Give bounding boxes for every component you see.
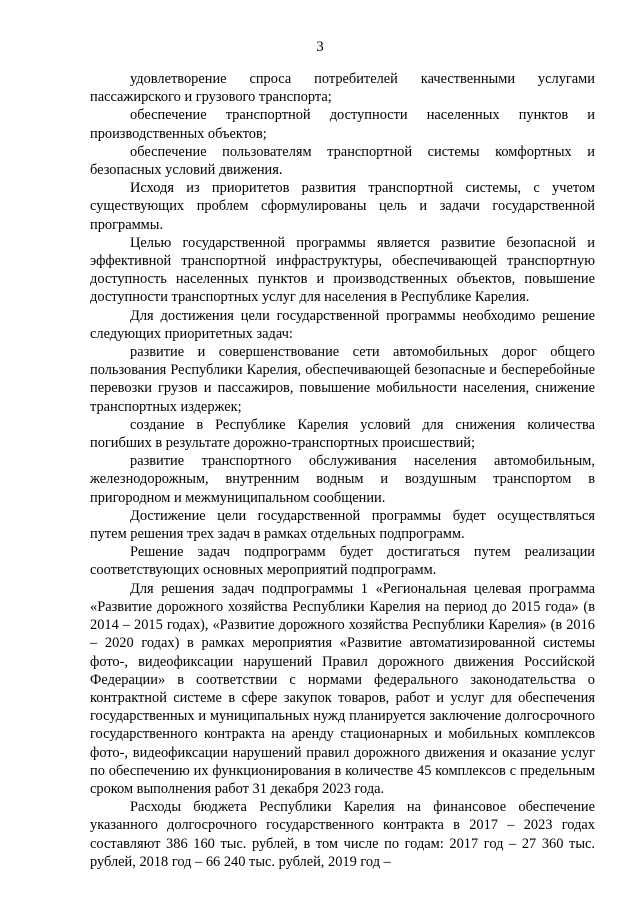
body-text <box>90 70 595 871</box>
paragraph: Исходя из приоритетов развития транспортной системы, с учетом существующих проблем сформулированы цель и задачи государственной программы. <box>90 180 595 233</box>
paragraph: Целью государственной программы является развитие безопасной и эффективной транспортной инфраструктуры, обеспечивающей транспортную доступность населенных пунктов и производственных объектов, повышение доступности транспортных услуг для населения в Республике Карелия. <box>90 234 595 306</box>
paragraph: развитие и совершенствование сети автомобильных дорог общего пользования Республики Карелия, обеспечивающей безопасные и бесперебойные перевозки грузов и пассажиров, повышение мобильности населения, снижение транспортных издержек; <box>90 344 595 415</box>
paragraph: Решение задач подпрограмм будет достигаться путем реализации соответствующих основных мероприятий подпрограмм. <box>90 544 595 579</box>
paragraph: Для достижения цели государственной программы необходимо решение следующих приоритетных задач: <box>90 307 595 342</box>
paragraph: обеспечение пользователям транспортной системы комфортных и безопасных условий движения. <box>90 143 595 179</box>
paragraph: обеспечение транспортной доступности населенных пунктов и производственных объектов; <box>90 107 595 142</box>
paragraph: Достижение цели государственной программы будет осуществляться путем решения трех задач в рамках отдельных подпрограмм. <box>90 507 595 543</box>
page-number: 3 <box>316 39 324 55</box>
paragraph: Расходы бюджета Республики Карелия на финансовое обеспечение указанного долгосрочного государственного контракта в 2017 – 2023 годах составляют 386 160 тыс. рублей, в том числе по годам: 2017 год – 27 360 тыс. рублей, 2018 год – 66 240 тыс. рублей, 2019 год – <box>90 799 595 870</box>
paragraph: Для решения задач подпрограммы 1 «Региональная целевая программа «Развитие дорожного хозяйства Республики Карелия на период до 2015 года» (в 2014 – 2015 годах), «Развитие дорожного хозяйства Республики Карелия» (в 2016 – 2020 годах) в рамках мероприятия «Развитие автоматизированной системы фото-, видеофиксации нарушений Правил дорожного движения Российской Федерации» в соответствии с нормами федерального законодательства о контрактной системе в сфере закупок товаров, работ и услуг для обеспечения государственных и муниципальных нужд планируется заключение долгосрочного государственного контракта на аренду стационарных и мобильных комплексов фото-, видеофиксации нарушений правил дорожного движения и оказание услуг по обеспечению их функционирования в количестве 45 комплексов с предельным сроком выполнения работ 31 декабря 2023 года. <box>90 580 595 797</box>
paragraph: удовлетворение спроса потребителей качественными услугами пассажирского и грузового транспорта; <box>90 71 595 106</box>
paragraph: создание в Республике Карелия условий для снижения количества погибших в результате дорожно-транспортных происшествий; <box>90 416 595 452</box>
paragraph: развитие транспортного обслуживания населения автомобильным, железнодорожным, внутренним водным и воздушным транспортом в пригородном и межмуниципальном сообщении. <box>90 453 595 506</box>
